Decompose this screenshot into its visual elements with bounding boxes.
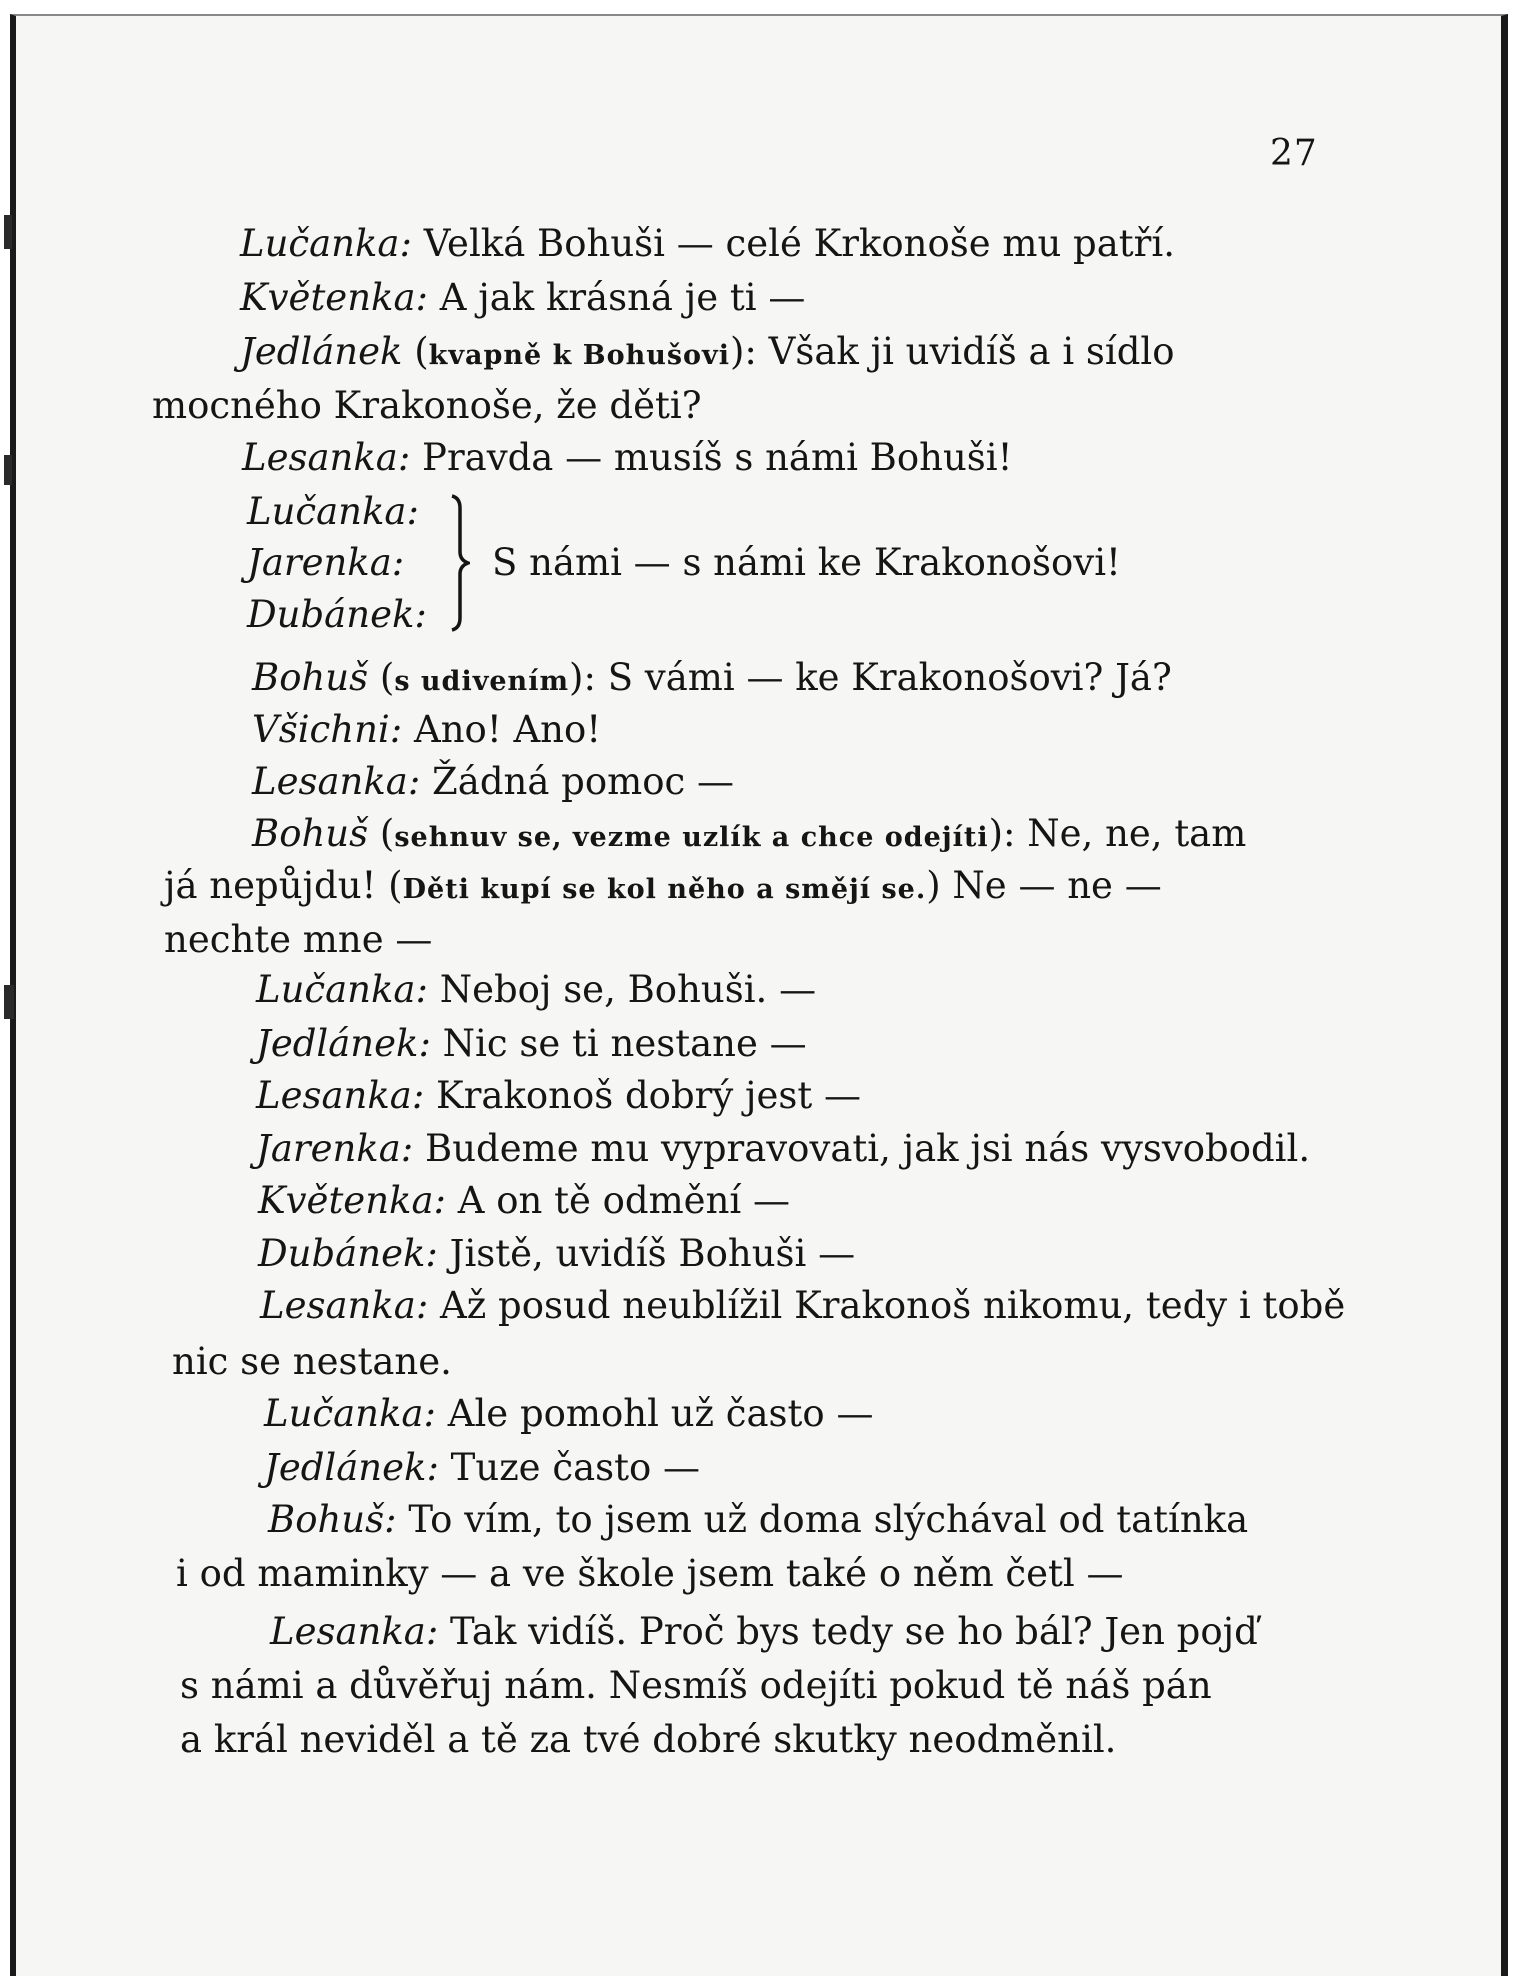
speaker-name: Lesanka: — [252, 760, 421, 803]
dialogue-text: i od maminky — a ve škole jsem také o něm četl — — [176, 1552, 1124, 1595]
text-line — [270, 1610, 1258, 1654]
dialogue-text: To vím, to jsem už doma slýchával od tatínka — [396, 1498, 1249, 1541]
speaker-name: Dubánek: — [258, 1232, 438, 1275]
text-line — [240, 276, 805, 320]
page-number: 27 — [1270, 133, 1318, 174]
dialogue-text: ): Však ji uvidíš a i sídlo — [730, 330, 1175, 373]
curly-brace — [448, 494, 470, 632]
stage-direction: sehnuv se, vezme uzlík a chce odejíti — [394, 822, 989, 853]
dialogue-text: Tak vidíš. Proč bys tedy se ho bál? Jen pojď — [438, 1610, 1258, 1653]
stage-direction: kvapně k Bohušovi — [428, 340, 730, 371]
speaker-name: Lesanka: — [260, 1284, 429, 1327]
text-line — [242, 436, 1013, 480]
text-line — [268, 1498, 1248, 1542]
dialogue-text: ( — [402, 330, 429, 373]
speaker-name: Lučanka: — [264, 1392, 436, 1435]
dialogue-text: Ale pomohl už často — — [435, 1392, 874, 1435]
speaker-name: Lučanka: — [247, 490, 419, 533]
dialogue-text: Až posud neublížil Krakonoš nikomu, tedy i tobě — [428, 1284, 1346, 1327]
text-line — [252, 812, 1246, 860]
speaker-name: Květenka: — [240, 276, 428, 319]
text-line — [258, 1179, 790, 1223]
dialogue-text: ): S vámi — ke Krakonošovi? Já? — [569, 656, 1172, 699]
speaker-name: Dubánek: — [247, 593, 427, 636]
dialogue-text: Budeme mu vypravovati, jak jsi nás vysvobodil. — [413, 1127, 1311, 1170]
text-line — [256, 1127, 1310, 1171]
speaker-name: Lesanka: — [270, 1610, 439, 1653]
speaker-name: Lesanka: — [242, 436, 411, 479]
binding-edge-mark — [4, 215, 12, 249]
speaker-name: Lučanka: — [256, 968, 428, 1011]
dialogue-text: Nic se ti nestane — — [430, 1022, 807, 1065]
dialogue-text: Krakonoš dobrý jest — — [424, 1074, 861, 1117]
dialogue-text: Jistě, uvidíš Bohuši — — [437, 1232, 856, 1275]
text-line — [172, 1340, 452, 1384]
text-line — [256, 968, 816, 1012]
speaker-name: Bohuš — [252, 812, 369, 855]
text-line — [264, 1392, 873, 1436]
dialogue-text: ): Ne, ne, tam — [988, 812, 1247, 855]
dialogue-text: Pravda — musíš s námi Bohuši! — [410, 436, 1013, 479]
dialogue-text: Žádná pomoc — — [420, 760, 734, 803]
text-line — [164, 864, 1162, 912]
text-line — [252, 656, 1172, 704]
text-line — [258, 1232, 855, 1276]
text-line — [180, 1718, 1116, 1762]
speaker-name: Jedlánek: — [256, 1022, 431, 1065]
speaker-name: Lesanka: — [256, 1074, 425, 1117]
text-line — [247, 541, 404, 585]
speaker-name: Všichni: — [252, 708, 403, 751]
dialogue-text: já nepůjdu! ( — [164, 864, 403, 907]
binding-edge-mark — [4, 455, 12, 485]
dialogue-text: S námi — s námi ke Krakonošovi! — [492, 541, 1121, 584]
text-line — [240, 330, 1175, 378]
dialogue-text: nic se nestane. — [172, 1340, 452, 1383]
dialogue-text: Neboj se, Bohuši. — — [427, 968, 817, 1011]
text-line — [252, 708, 601, 752]
speaker-name: Bohuš — [252, 656, 369, 699]
dialogue-text: ( — [368, 812, 395, 855]
dialogue-text: Velká Bohuši — celé Krkonoše mu patří. — [411, 222, 1175, 265]
speaker-name: Jarenka: — [256, 1127, 414, 1170]
dialogue-text: a král neviděl a tě za tvé dobré skutky neodměnil. — [180, 1718, 1117, 1761]
speaker-name: Květenka: — [258, 1179, 446, 1222]
speaker-name: Lučanka: — [240, 222, 412, 265]
binding-edge-mark — [4, 985, 14, 1019]
dialogue-text: s námi a důvěřuj nám. Nesmíš odejíti pokud tě náš pán — [180, 1664, 1212, 1707]
speaker-name: Bohuš: — [268, 1498, 397, 1541]
dialogue-text: ( — [368, 656, 395, 699]
text-line — [256, 1022, 807, 1066]
dialogue-text: ) Ne — ne — — [926, 864, 1162, 907]
speaker-name: Jedlánek — [240, 330, 403, 373]
text-line — [256, 1074, 861, 1118]
dialogue-text: Ano! Ano! — [402, 708, 602, 751]
dialogue-text: Tuze často — — [438, 1446, 701, 1489]
dialogue-text: nechte mne — — [164, 918, 433, 961]
text-line — [260, 1284, 1345, 1328]
text-line — [152, 384, 702, 428]
text-line — [252, 760, 734, 804]
text-line — [164, 918, 432, 962]
text-line — [264, 1446, 700, 1490]
stage-direction: s udivením — [394, 666, 570, 697]
text-line — [180, 1664, 1212, 1708]
speaker-name: Jedlánek: — [264, 1446, 439, 1489]
speaker-name: Jarenka: — [247, 541, 405, 584]
text-line — [247, 593, 427, 637]
dialogue-text: A jak krásná je ti — — [427, 276, 806, 319]
dialogue-text: A on tě odmění — — [445, 1179, 790, 1222]
text-line — [492, 541, 1121, 585]
text-line — [240, 222, 1175, 266]
text-line — [247, 490, 419, 534]
stage-direction: Děti kupí se kol něho a smějí se. — [402, 874, 927, 905]
text-line — [176, 1552, 1124, 1596]
dialogue-text: mocného Krakonoše, že děti? — [152, 384, 702, 427]
